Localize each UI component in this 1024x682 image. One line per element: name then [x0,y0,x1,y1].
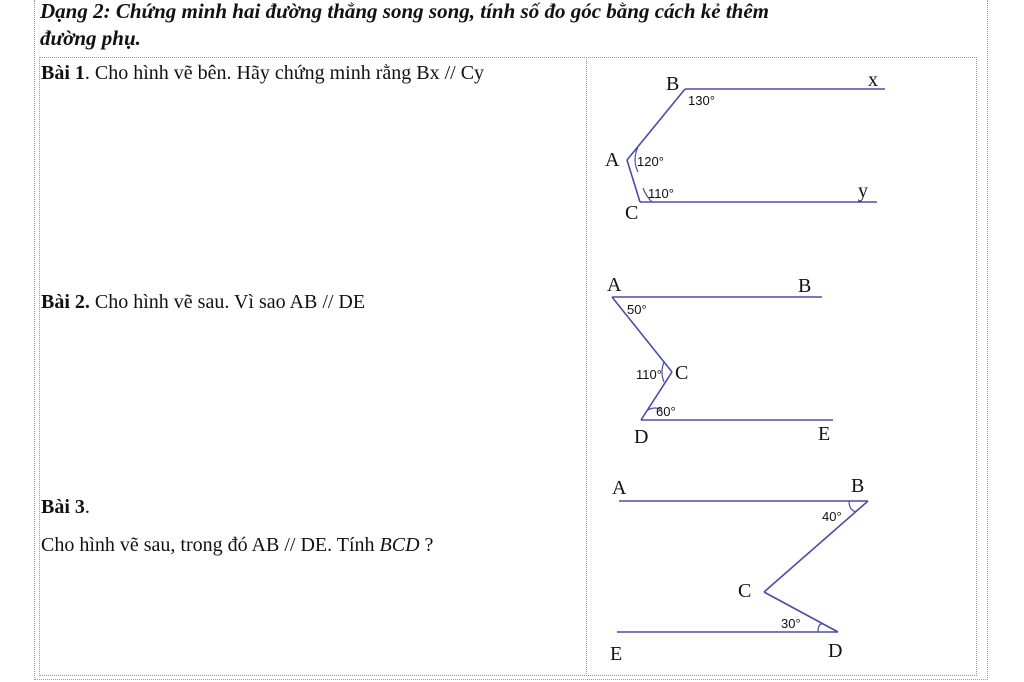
fig2-point-a: A [607,274,622,296]
heading-line-2: đường phụ. [40,26,141,50]
problem-3-angle-name: BCD [379,534,420,556]
fig1-angle-c: 110° [648,186,674,201]
fig3-angle-arc-d [818,624,823,632]
fig3-angle-d: 30° [781,616,801,631]
fig1-angle-b: 130° [688,93,715,108]
fig3-segment-cd [764,592,838,632]
problem-3-text-before: Cho hình vẽ sau, trong đó AB // DE. Tính [41,534,380,556]
fig2-point-e: E [818,423,831,445]
fig2-point-c: C [675,362,689,384]
problem-1-label: Bài 1 [41,62,85,84]
fig3-segment-bc [764,501,868,592]
problem-2-label: Bài 2. [41,291,90,313]
fig1-point-a: A [605,149,620,171]
fig1-point-c: C [625,202,639,224]
fig2-angle-a: 50° [627,302,647,317]
fig1-point-y: y [858,180,868,202]
fig2-point-d: D [634,426,649,448]
problem-3-label-suffix: . [84,496,90,518]
fig3-angle-arc-b [849,501,856,512]
problem-2-statement: Cho hình vẽ sau. Vì sao AB // DE [89,291,366,313]
fig2-angle-d: 60° [656,404,676,419]
fig2-angle-c: 110° [636,367,662,382]
fig3-point-a: A [612,477,627,499]
heading-line-1: Dạng 2: Chứng minh hai đường thẳng song song, tính số đo góc bằng cách kẻ thêm [40,0,770,23]
fig1-angle-a: 120° [637,154,664,169]
fig3-point-e: E [610,643,623,665]
problem-3-label: Bài 3 [41,496,85,518]
fig3-point-d: D [828,640,843,662]
fig3-point-b: B [851,475,865,497]
fig1-point-b: B [666,73,680,95]
fig2-point-b: B [798,275,812,297]
problem-1-statement: . Cho hình vẽ bên. Hãy chứng minh rằng Bx // Cy [84,62,485,84]
problem-3-text-after: ? [419,534,434,556]
fig3-angle-b: 40° [822,509,842,524]
fig3-point-c: C [738,580,752,602]
fig1-point-x: x [868,69,878,91]
